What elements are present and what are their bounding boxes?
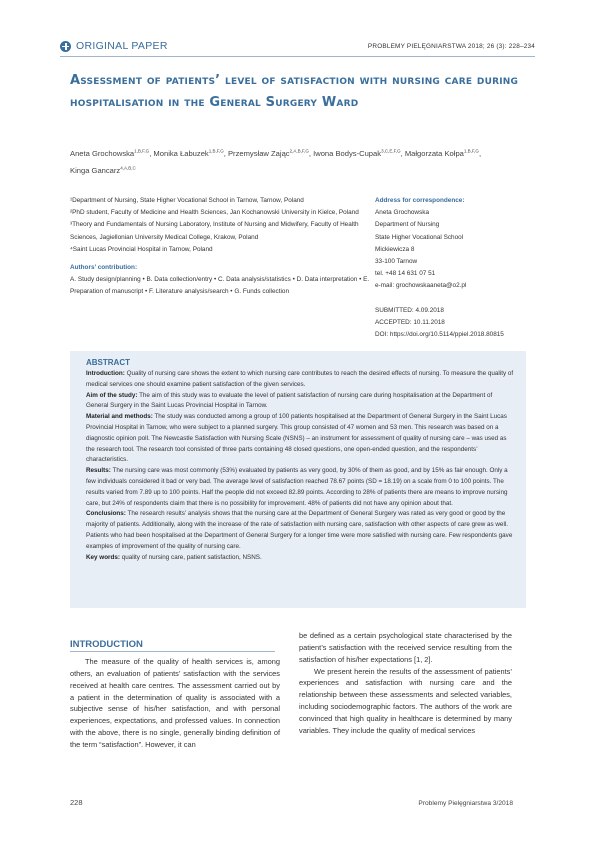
abstract-section: Introduction: Quality of nursing care shows the extent to which nursing care contributes to reach the desired effects of nursing. To measure the quality of medical services one should examine patient satisfaction of the given services.: [86, 370, 514, 388]
affiliation: ²PhD student, Faculty of Medicine and Health Sciences, Jan Kochanowski University in Kielce, Poland: [70, 209, 359, 217]
author: Iwona Bodys-Cupak$^{3,C,E,F,G}$: [313, 148, 401, 158]
paragraph: be defined as a certain psychological state characterised by the patient’s satisfaction with the received service resulting from the satisfaction of his/her expectations [1, 2].: [299, 631, 512, 664]
abstract-section: Key words: quality of nursing care, patient satisfaction, NSNS.: [86, 553, 262, 561]
section-label: ORIGINAL PAPER: [76, 40, 168, 52]
author: Kinga Gancarz$^{4,A,B,C}$: [70, 165, 136, 175]
paragraph: We present herein the results of the assessment of patients’ experiences and satisfaction with nursing care and the relationship between these assessments and selected variables, including sociodemographic factors. The authors of the work are convinced that high quality in healthcare is determined by many variables. They include the quality of medical services: [299, 666, 512, 735]
abstract-section: Aim of the study: The aim of this study was to evaluate the level of patient satisfaction of nursing care during hospitalisation at the Department of General Surgery in the Saint Lucas Provincial Hospital in Tarnow.: [86, 391, 493, 410]
abstract-section: Conclusions: The research results’ analysis shows that the nursing care at the Department of General Surgery was rated as very good or good by the majority of patients. Additionally, along with the increase of the rate of satisfaction with nursing care, satisfaction with other aspects of care grew as well. Patients who had been hospitalised at the Department of General Surgery for a longer time were more satisfied with nursing care. Few respondents gave examples of improvement of the quality of nursing care.: [86, 510, 513, 550]
author: Aneta Grochowska$^{1,B,F,G}$: [70, 148, 150, 158]
article-title: Assessment of patients’ level of satisfaction with nursing care during hospitalisation in the General Surgery Ward: [70, 73, 519, 110]
page-number: 228: [70, 798, 83, 807]
body-column-left: [70, 656, 280, 751]
footer-journal-issue: Problemy Pielęgniarstwa 3/2018: [418, 800, 513, 807]
correspondence-line: tel. +48 14 631 07 51: [375, 270, 436, 278]
contribution-heading: Authors’ contribution:: [70, 264, 138, 272]
abstract-section: Results: The nursing care was most commonly (53%) evaluated by patients as very good, by 30% of them as good, and by 15% as fair enough. Only a few individuals considered it bad or very bad. The average level of satisfaction reached 78.67 points (SD = 18.19) on a scale from 0 to 100 points. The results varied from 7.89 up to 100 points. Half the people did not exceed 82.89 points. According to 28% of patients there are means to improve nursing care, but 24% of respondents claim that there is no possibility for improvement. 48% of patients did not have any opinion about that.: [86, 467, 508, 507]
correspondence-line: Aneta Grochowska: [375, 209, 429, 217]
author: Przemysław Zając$^{2,A,B,F,G}$: [227, 148, 309, 158]
accepted-date: ACCEPTED: 10.11.2018: [375, 318, 445, 326]
correspondence-line: 33-100 Tarnow: [375, 258, 418, 266]
introduction-heading: INTRODUCTION: [70, 639, 143, 650]
email-link[interactable]: e-mail: grochowskaaneta@o2.pl: [375, 282, 467, 290]
doi-link[interactable]: DOI: https://doi.org/10.5114/ppiel.2018.80815: [375, 331, 504, 339]
section-badge: [60, 40, 168, 52]
abstract-section: Material and methods: The study was conducted among a group of 100 patients hospitalised at the Department of General Surgery in the Saint Lucas Provincial Hospital in Tarnow, who were subject to a planned surgery. This group consisted of 47 women and 53 men. This research was based on a diagnostic opinion poll. The Newcastle Satisfaction with Nursing Scale (NSNS) – an instrument for assessment of quality of nursing care – was used as the research tool. The research tool consisted of three parts containing 48 closed questions, one open-ended question, and the respondents’ characteristics.: [86, 413, 507, 464]
correspondence-line: State Higher Vocational School: [375, 233, 464, 241]
introduction-divider: [70, 651, 275, 652]
affiliation: ¹Department of Nursing, State Higher Vocational School in Tarnow, Tarnow, Poland: [70, 197, 304, 204]
author: Małgorzata Kołpa$^{1,B,F,G}$: [404, 148, 479, 158]
correspondence-block: [375, 195, 540, 341]
plus-circle-icon: [60, 41, 71, 52]
abstract-heading: ABSTRACT: [86, 358, 130, 367]
affiliation: ³Theory and Fundamentals of Nursing Laboratory, Institute of Nursing and Midwifery, Faculty of Health Sciences, Jagiellonian University Medical College, Krakow, Poland: [70, 221, 359, 241]
affiliation: ⁴Saint Lucas Provincial Hospital in Tarnow, Poland: [70, 245, 213, 253]
body-column-right: [299, 630, 512, 737]
author-list: Aneta Grochowska$^{1,B,F,G}$, Monika Łabuzek$^{1,B,F,G}$, Przemysław Zając$^{2,A,B,F,G}$, Iwona Bodys-Cupak$^{3,C,E,F,G}$, Małgorzata Kołpa$^{1,B,F,G}$, Kinga Gancarz$^{4,A,B,C}$: [70, 148, 482, 175]
author: Monika Łabuzek$^{1,B,F,G}$: [153, 148, 224, 158]
paragraph: The measure of the quality of health services is, among others, an evaluation of patients’ satisfaction with the services received at health care centres. The assessment carried out by a patient in the determination of quality is associated with a subjective sense of his/her satisfaction, and with personal experiences, expectations, and professed values. In connection with the above, there is no single, generally binding definition of the term “satisfaction”. However, it can: [70, 657, 280, 749]
abstract-body: [86, 369, 514, 563]
correspondence-heading: Address for correspondence:: [375, 197, 465, 204]
contribution-text: A. Study design/planning • B. Data collection/entry • C. Data analysis/statistics • D. Data interpretation • E. Preparation of manuscript • F. Literature analysis/search • G. Funds collection: [70, 276, 370, 296]
affiliations: [70, 195, 370, 299]
correspondence-line: Mickiewicza 8: [375, 245, 415, 253]
header-divider: [60, 56, 535, 57]
correspondence-line: Department of Nursing: [375, 221, 440, 229]
submitted-date: SUBMITTED: 4.09.2018: [375, 306, 444, 314]
journal-reference: PROBLEMY PIELĘGNIARSTWA 2018; 26 (3): 228–234: [367, 43, 535, 50]
